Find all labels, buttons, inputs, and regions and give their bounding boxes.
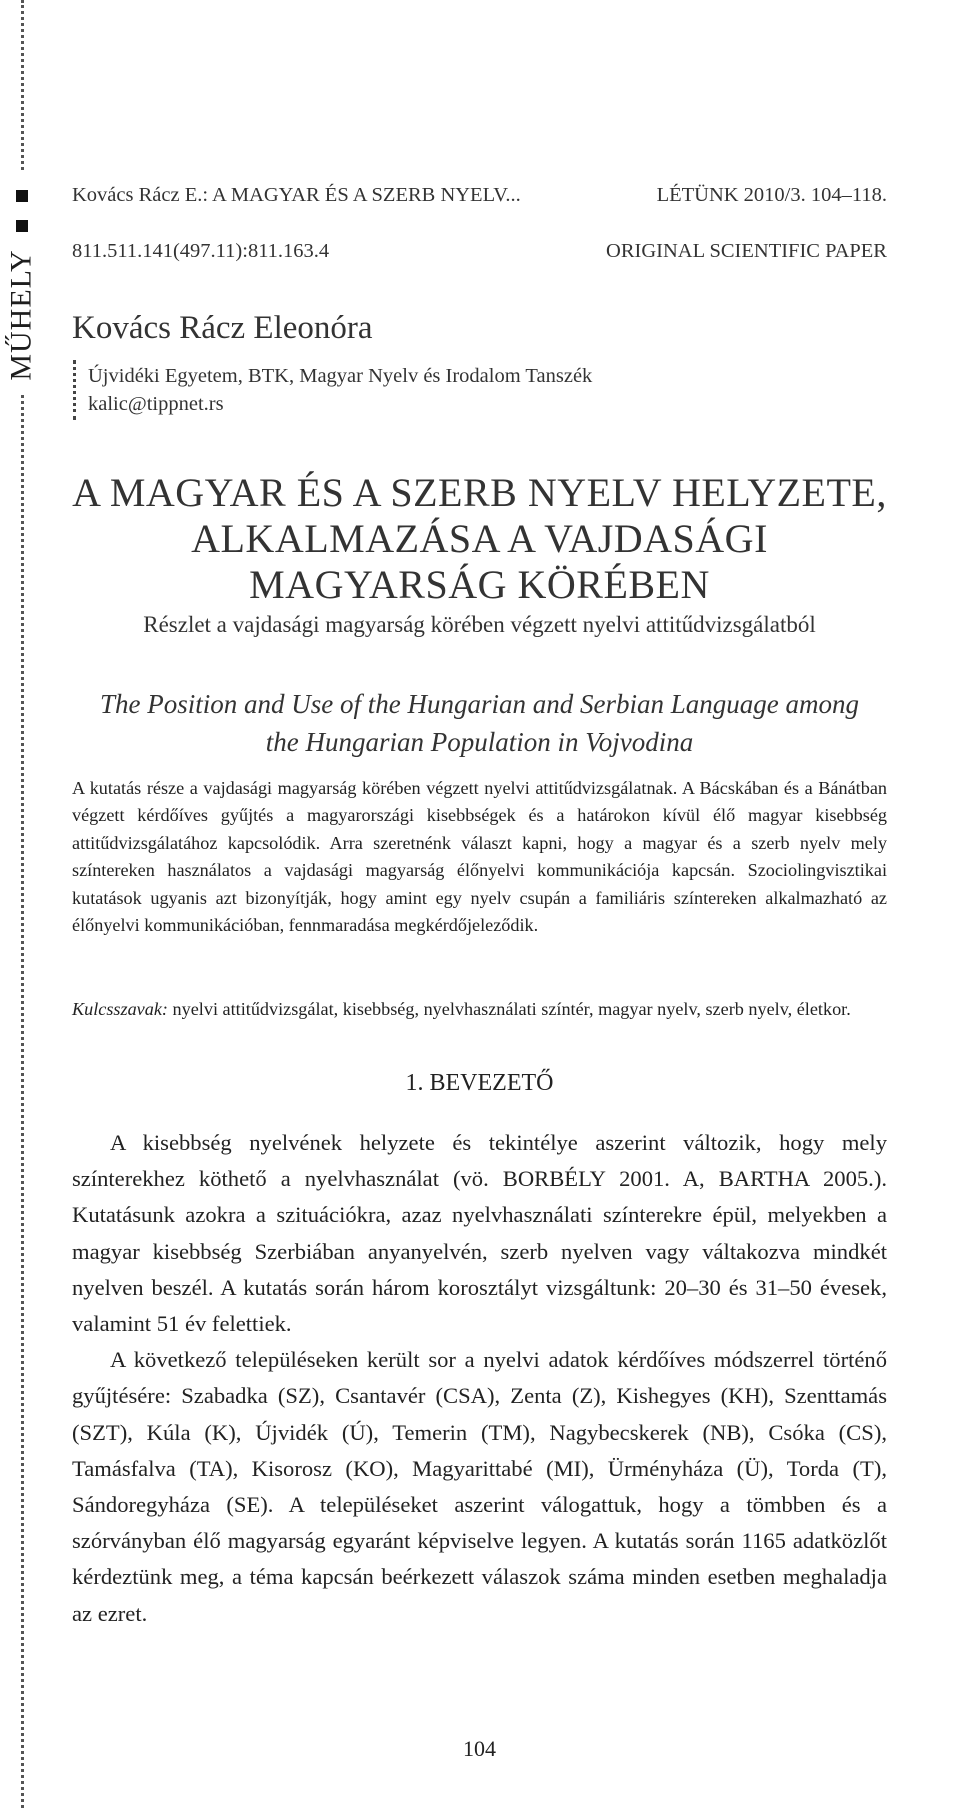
body-paragraph-2: A következő településeken került sor a nyelvi adatok kérdőíves módszerrel történő gyűjtésére: Szabadka (SZ), Csantavér (CSA), Zenta (Z), Kishegyes (KH), Szenttamás (SZT), Kúla (K), Újvidék (Ú), Temerin (TM), Nagybecskerek (NB), Csóka (CS), Tamásfalva (TA), Kisorosz (KO), Magyarittabé (MI), Ürményháza (Ü), Torda (T), Sándoregyháza (SE). A településeket aszerint válogattuk, hogy a tömbben és a szórványban élő magyarság egyaránt képviselve legyen. A kutatás során 1165 adatközlőt kérdeztünk meg, a téma kapcsán beérkezett válaszok száma minden esetben meghaladja az ezret. — [72, 1347, 887, 1626]
author-email: kalic@tippnet.rs — [88, 393, 224, 415]
page-number: 104 — [463, 1736, 496, 1761]
article-title — [72, 470, 887, 608]
udc-code: 811.511.141(497.11):811.163.4 — [72, 240, 330, 262]
paper-type: ORIGINAL SCIENTIFIC PAPER — [606, 240, 887, 262]
title-line-1: A MAGYAR ÉS A SZERB NYELV HELYZETE, — [72, 470, 887, 515]
body-paragraph-1: A kisebbség nyelvének helyzete és tekintélye aszerint változik, hogy mely színterekhez köthető a nyelvhasználat (vö. BORBÉLY 2001. A, BARTHA 2005.). Kutatásunk azokra a szituációkra, azaz nyelvhasználati színterekre épül, melyekben a magyar kisebbség Szerbiában anyanyelvén, szerb nyelven vagy váltakozva mindkét nyelven beszél. A kutatás során három korosztályt vizsgáltunk: 20–30 és 31–50 évesek, valamint 51 év felettiek. — [72, 1130, 887, 1337]
running-head: Kovács Rácz E.: A MAGYAR ÉS A SZERB NYELV... — [72, 184, 521, 206]
title-line-2: ALKALMAZÁSA A VAJDASÁGI — [191, 516, 768, 561]
margin-dotted-rule-top — [21, 0, 24, 170]
section-heading: 1. BEVEZETŐ — [405, 1070, 554, 1096]
affiliation-dotted-rule — [73, 360, 76, 420]
abstract: A kutatás része a vajdasági magyarság körében végzett nyelvi attitűdvizsgálatnak. A Bácskában és a Bánátban végzett kérdőíves gyűjtés a magyarországi kisebbségek és a határokon kívül élő magyar kisebbség attitűdvizsgálatához kapcsolódik. Arra szeretnénk választ kapni, hogy a magyar és a szerb nyelv mely színtereken használatos a vajdasági magyarság élőnyelvi kommunikációja kapcsán. Szociolingvisztikai kutatások ugyanis azt bizonyítják, hogy amint egy nyelv csupán a familiáris színtereken alkalmazható az élőnyelvi kommunikációban, fennmaradása megkérdőjeleződik. — [72, 778, 887, 936]
running-header — [72, 184, 887, 207]
margin-square-marker — [16, 220, 28, 232]
margin-section-label: MŰHELY — [5, 249, 39, 381]
journal-reference: LÉTÜNK 2010/3. 104–118. — [656, 184, 887, 206]
classification-line — [72, 240, 887, 263]
keywords — [72, 996, 887, 1023]
keywords-label: Kulcsszavak: — [72, 999, 168, 1019]
title-line-3: MAGYARSÁG KÖRÉBEN — [249, 562, 710, 607]
author-affiliation: Újvidéki Egyetem, BTK, Magyar Nyelv és Irodalom Tanszék — [88, 365, 593, 387]
margin-dotted-rule-bottom — [21, 395, 24, 1808]
keywords-list: nyelvi attitűdvizsgálat, kisebbség, nyelvhasználati színtér, magyar nyelv, szerb nyelv, életkor. — [172, 999, 851, 1019]
english-title — [72, 685, 887, 761]
body-text — [72, 1125, 887, 1632]
article-subtitle: Részlet a vajdasági magyarság körében végzett nyelvi attitűdvizsgálatból — [143, 612, 816, 637]
margin-square-marker — [16, 190, 28, 202]
author-name: Kovács Rácz Eleonóra — [72, 310, 373, 346]
english-title-line-1: The Position and Use of the Hungarian and Serbian Language among — [100, 689, 859, 719]
english-title-line-2: the Hungarian Population in Vojvodina — [265, 727, 694, 757]
